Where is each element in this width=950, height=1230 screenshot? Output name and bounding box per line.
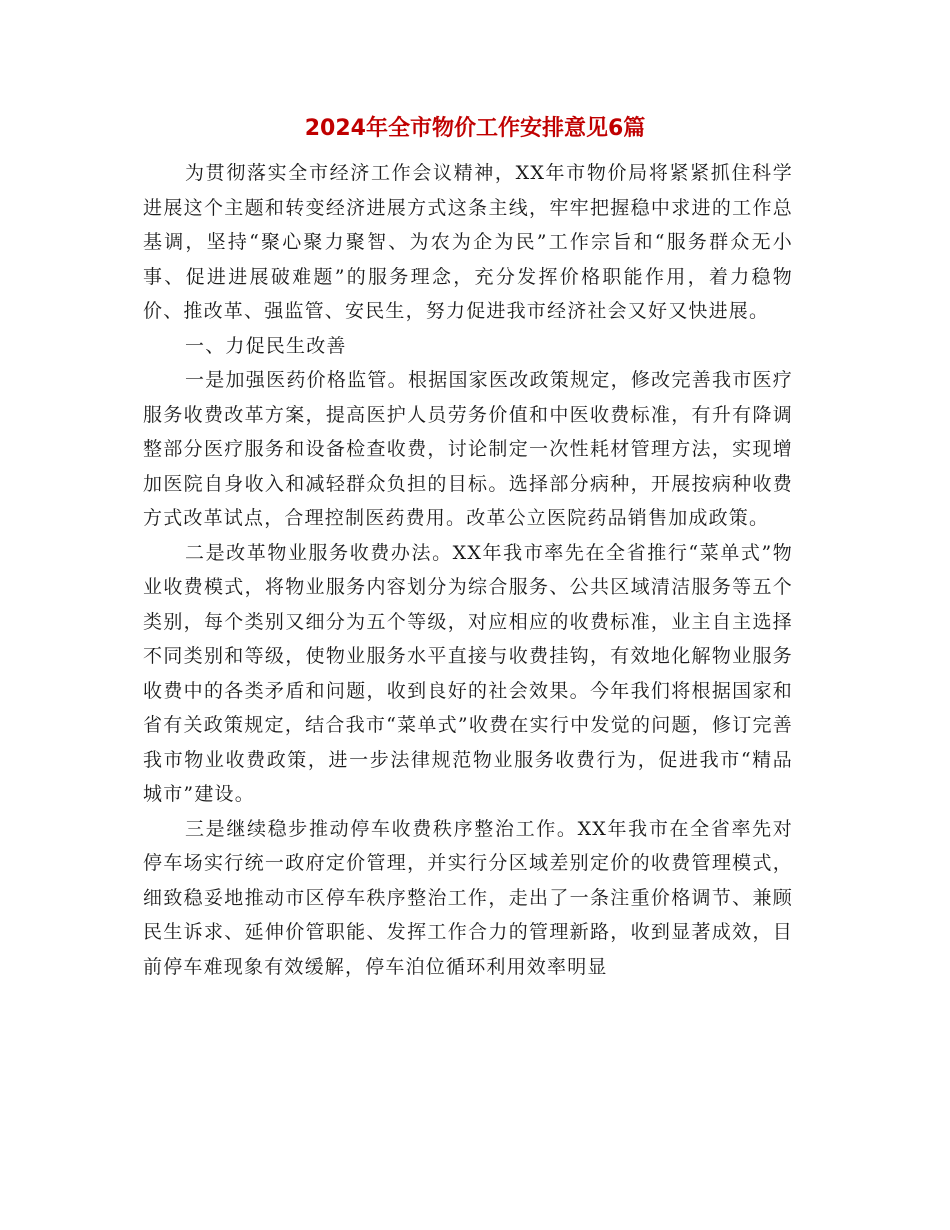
document-body (143, 156, 793, 984)
document-title: 2024年全市物价工作安排意见6篇 (304, 116, 646, 141)
intro-paragraph: 为贯彻落实全市经济工作会议精神，XX年市物价局将紧紧抓住科学进展这个主题和转变经济进展方式这条主线，牢牢把握稳中求进的工作总基调，坚持“聚心聚力聚智、为农为企为民”工作宗旨和“服务群众无小事、促进进展破难题”的服务理念，充分发挥价格职能作用，着力稳物价、推改革、强监管、安民生，努力促进我市经济社会又好又快进展。 (143, 162, 793, 322)
paragraph-parking-fees: 三是继续稳步推动停车收费秩序整治工作。XX年我市在全省率先对停车场实行统一政府定价管理，并实行分区域差别定价的收费管理模式，细致稳妥地推动市区停车秩序整治工作，走出了一条注重价格调节、兼顾民生诉求、延伸价管职能、发挥工作合力的管理新路，收到显著成效，目前停车难现象有效缓解，停车泊位循环利用效率明显 (143, 817, 793, 978)
section-heading: 一、力促民生改善 (185, 334, 347, 357)
paragraph-property-fees: 二是改革物业服务收费办法。XX年我市率先在全省推行“菜单式”物业收费模式，将物业服务内容划分为综合服务、公共区域清洁服务等五个类别，每个类别又细分为五个等级，对应相应的收费标准，业主自主选择不同类别和等级，使物业服务水平直接与收费挂钩，有效地化解物业服务收费中的各类矛盾和问题，收到良好的社会效果。今年我们将根据国家和省有关政策规定，结合我市“菜单式”收费在实行中发觉的问题，修订完善我市物业收费政策，进一步法律规范物业服务收费行为，促进我市“精品城市”建设。 (143, 541, 793, 805)
paragraph-medical-pricing: 一是加强医药价格监管。根据国家医改政策规定，修改完善我市医疗服务收费改革方案，提高医护人员劳务价值和中医收费标准，有升有降调整部分医疗服务和设备检查收费，讨论制定一次性耗材管理方法，实现增加医院自身收入和减轻群众负担的目标。选择部分病种，开展按病种收费方式改革试点，合理控制医药费用。改革公立医院药品销售加成政策。 (143, 369, 793, 529)
